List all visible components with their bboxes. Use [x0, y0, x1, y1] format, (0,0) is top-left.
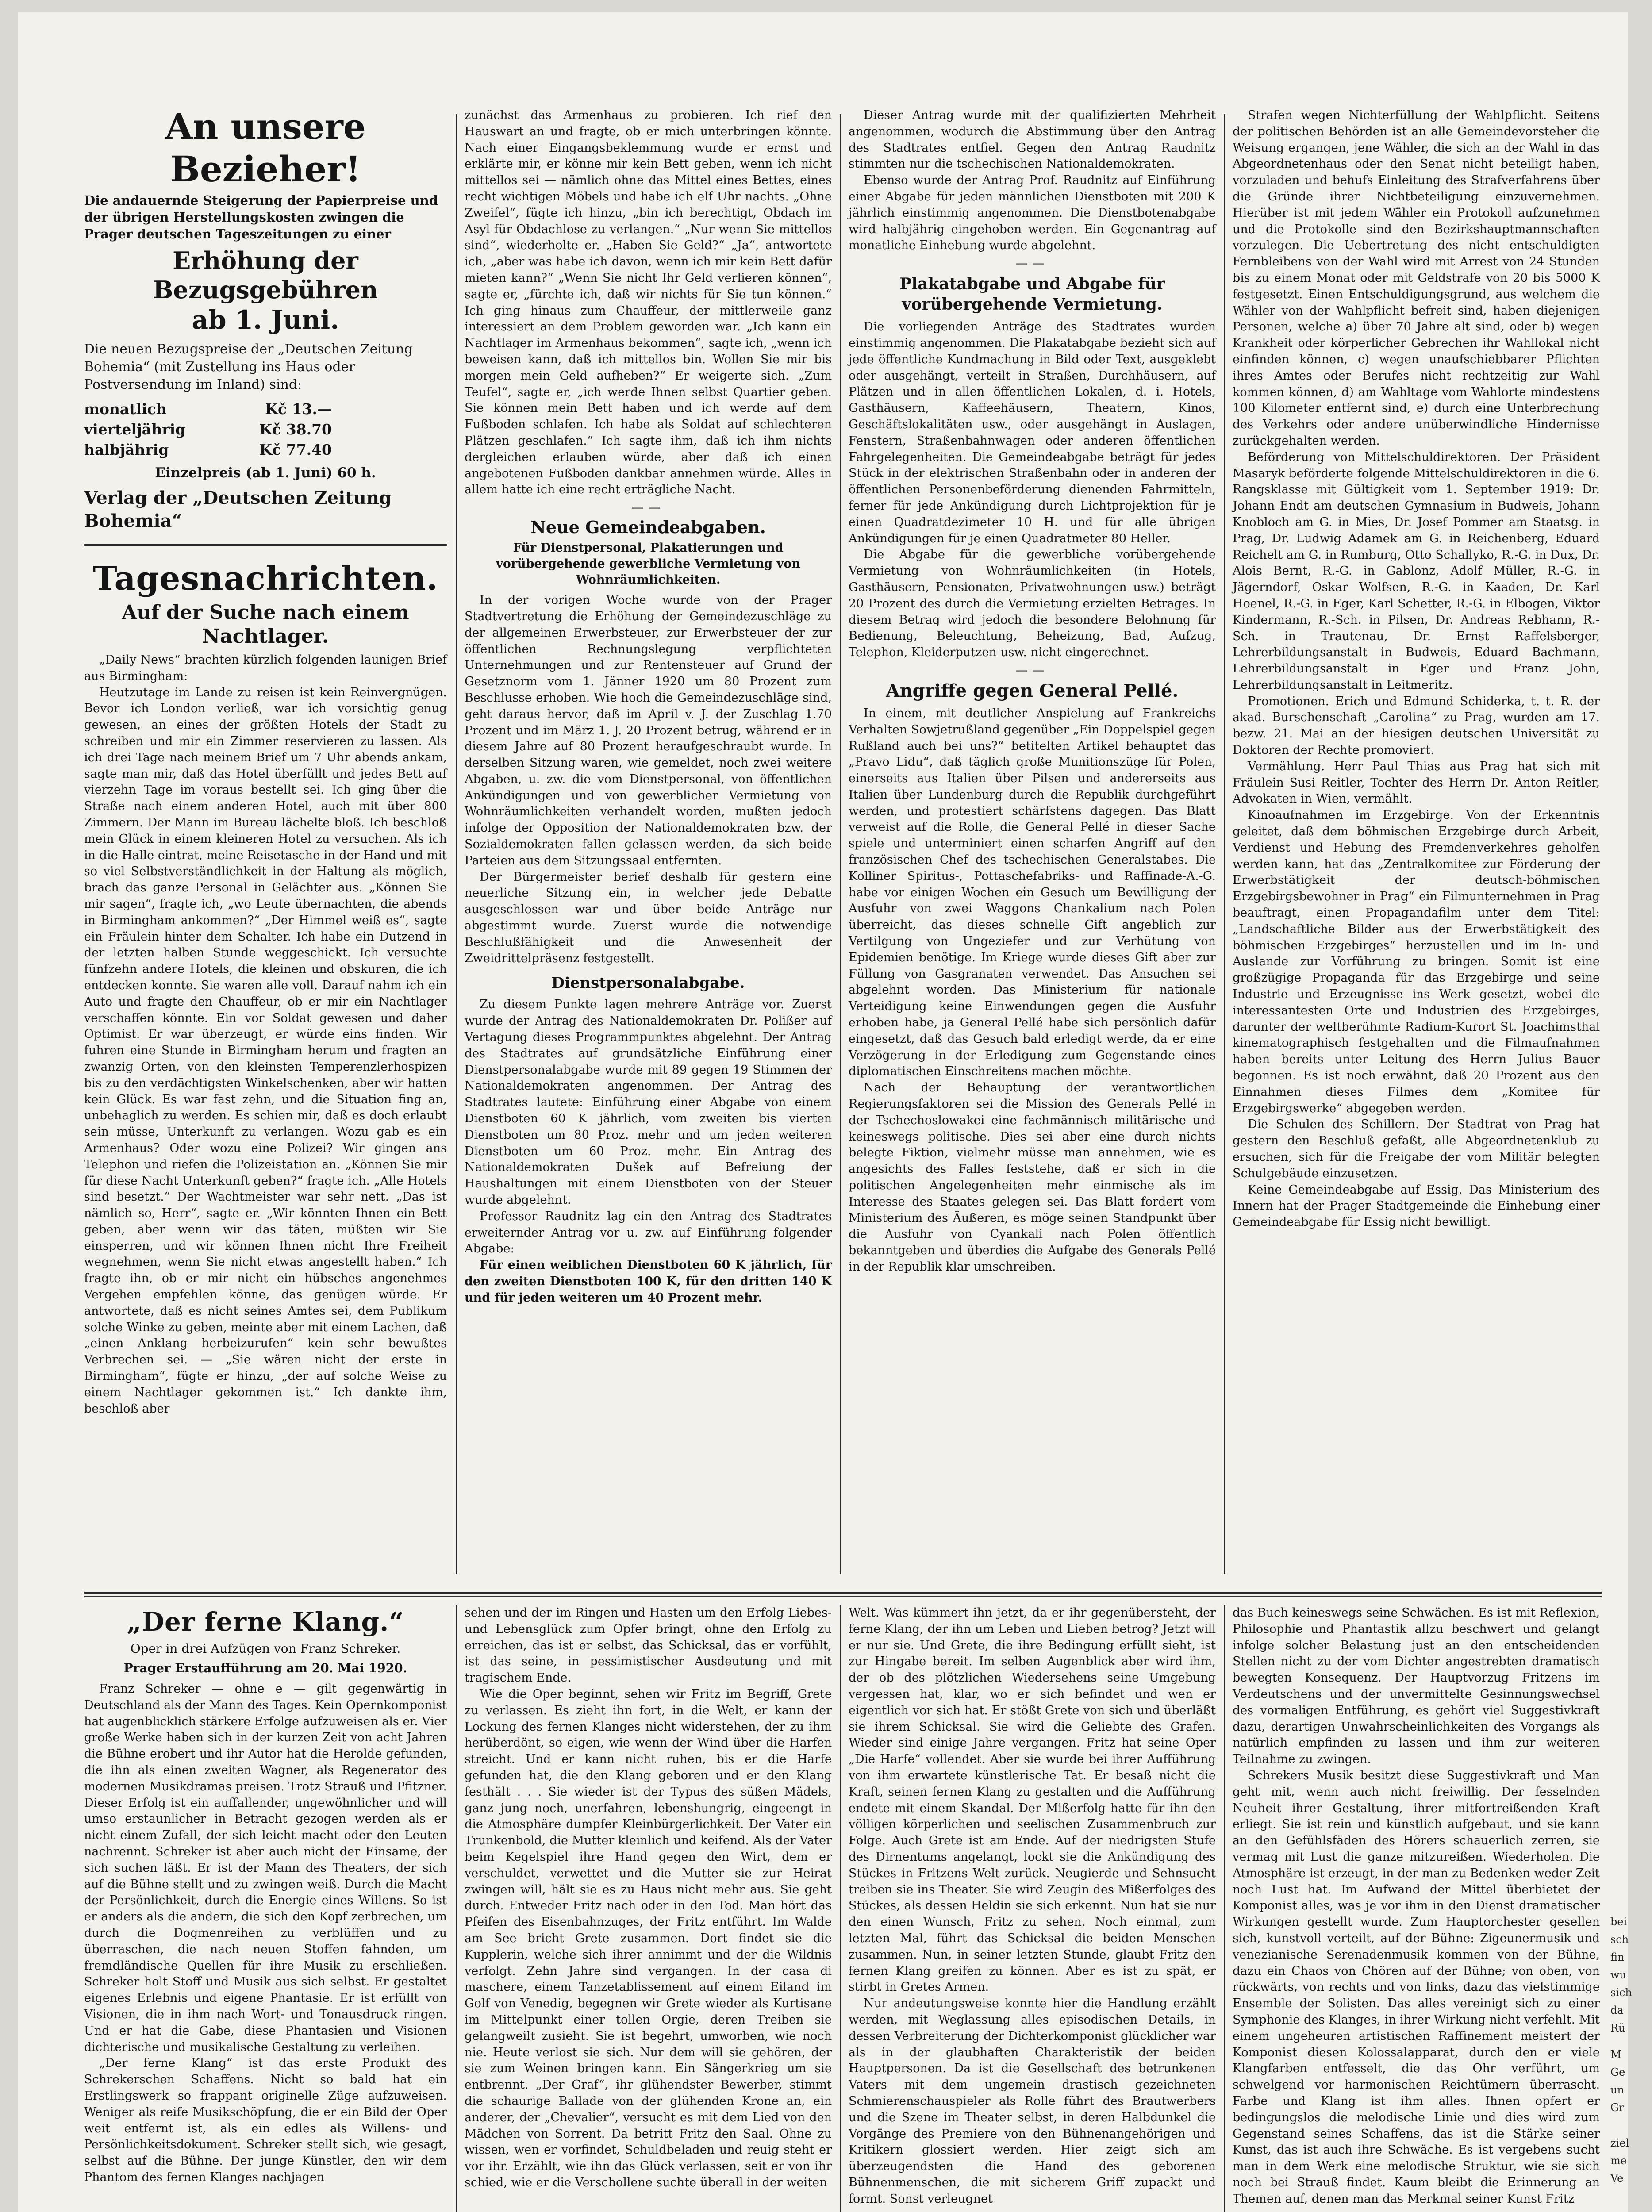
feuilleton-column-3	[849, 1605, 1216, 2212]
edge-fragment: bei	[1610, 1916, 1627, 1928]
article-paragraph: In der vorigen Woche wurde von der Prager Stadtvertretung die Erhöhung der Gemeindezuschläge zu der allgemeinen Erwerbsteuer, zur Erwerbsteuer der zur öffentlichen Rechnungslegung verpflichteten Unternehmungen und zur Rentensteuer auf Grund der Gesetznorm vom 1. Jänner 1920 um 80 Prozent zum Beschlusse erhoben. Wie hoch die Gemeindezuschläge sind, geht daraus hervor, daß im April v. J. der Zuschlag 1.70 Prozent und im März 1. J. 20 Prozent betrug, während er in diesem Jahre auf 80 Prozent heraufgeschraubt wurde. In derselben Sitzung waren, wie gemeldet, noch zwei weitere Abgaben, u. zw. die vom Dienstpersonal, von öffentlichen Ankündigungen und von gewerblicher Vermietung von Wohnräumlichkeiten verhandelt worden, mußten jedoch infolge der Opposition der Nationaldemokraten bzw. der Sozialdemokraten fallen gelassen werden, da sich beide Parteien aus dem Sitzungssaal entfernten.	[465, 593, 832, 868]
column-2	[465, 108, 832, 1583]
column-rule	[456, 1605, 457, 2212]
edge-fragment: da	[1610, 2004, 1624, 2016]
news-item: Strafen wegen Nichterfüllung der Wahlpflicht. Seitens der politischen Behörden ist an alle Gemeindevorsteher die Weisung ergangen, jene Wähler, die sich an der Wahl in das Abgeordnetenhaus oder den Senat nicht beteiligt haben, vorzuladen und behufs Einleitung des Strafverfahrens über die Gründe ihrer Nichtbeteiligung einzuvernehmen. Hierüber ist mit jedem Wähler ein Protokoll aufzunehmen und die Protokolle sind den Bezirkshauptmannschaften vorzulegen. Die Uebertretung des nicht entschuldigten Fernbleibens von der Wahl wird mit Arrest von 24 Stunden bis zu einem Monat oder mit Geldstrafe von 20 bis 5000 K festgesetzt. Einen Entschuldigungsgrund, aus welchem die Wähler von der Wahlpflicht befreit sind, haben diejenigen Personen, welche a) über 70 Jahre alt sind, oder b) wegen Krankheit oder körperlicher Gebrechen ihr Wahllokal nicht einfinden können, c) wegen unaufschiebbarer Pflichten ihres Amtes oder Berufes nicht rechtzeitig zur Wahl kommen können, d) am Wahltage vom Wahlorte mindestens 100 Kilometer entfernt sind, e) durch eine Unterbrechung des Verkehrs oder andere unüberwindliche Hindernisse zurückgehalten werden.	[1233, 108, 1600, 448]
article-subtitle: Für Dienstpersonal, Plakatierungen und vorübergehende gewerbliche Vermietung von Wohnräumlichkeiten.	[496, 541, 800, 587]
news-item: Keine Gemeindeabgabe auf Essig. Das Ministerium des Innern hat der Prager Stadtgemeinde die Einhebung einer Gemeindeabgabe für Essig nicht bewilligt.	[1233, 1183, 1600, 1229]
article-paragraph: In einem, mit deutlicher Anspielung auf Frankreichs Verhalten Sowjetrußland gegenüber „Ein Doppelspiel gegen Rußland auch bei uns?“ betitelten Artikel behauptet das „Pravo Lidu“, daß täglich große Munitionszüge für Polen, einerseits aus Italien über Pilsen und andererseits aus Italien über Lundenburg durch die Republik durchgeführt werden, und protestiert schärfstens dagegen. Das Blatt verweist auf die Rolle, die General Pellé in dieser Sache spiele und unterminiert einen scharfen Angriff auf den französischen Chef des tschechischen Generalstabes. Die Kolliner Spiritus-, Pottaschefabriks- und Raffinade-A.-G. habe vor einigen Wochen ein Gesuch um Bewilligung der Ausfuhr von zwei Waggons Chankalium nach Polen überreicht, das dieses schnelle Gift angeblich zur Vertilgung von Ungeziefer und zur Verhütung von Epidemien benötige. Im Kriege wurde dieses Gift aber zur Füllung von Gasgranaten verwendet. Das Ansuchen sei abgelehnt worden. Das Ministerium für nationale Verteidigung keine Einwendungen gegen die Ausfuhr erhoben habe, ja General Pellé habe sich persönlich dafür eingesetzt, daß das Gesuch bald erledigt werde, da er eine Verzögerung in der Erledigung zum Gegenstande eines diplomatischen Einschreitens machen möchte.	[849, 706, 1216, 1079]
article-paragraph: Wie die Oper beginnt, sehen wir Fritz im Begriff, Grete zu verlassen. Es zieht ihn fort, in die Welt, er kann der Lockung des fernen Klanges nicht widerstehen, der zu ihm herüberdönt, so eigen, wie wenn der Wind über die Harfen streicht. Und er kann nicht ruhen, bis er die Harfe gefunden hat, die den Klang geboren und er den Klang festhält . . . Sie wieder ist der Typus des süßen Mädels, ganz jung noch, unerfahren, lebenshungrig, eingeengt in die Atmosphäre dumpfer Kleinbürgerlichkeit. Der Vater ein Trunkenbold, die Mutter kleinlich und keifend. Als der Vater beim Kegelspiel ihre Hand gegen den Wirt, dem er verschuldet, verwettet und die Mutter sie zur Heirat zwingen will, hält sie es zu Haus nicht mehr aus. Sie geht durch. Entweder Fritz nach oder in den Tod. Man hört das Pfeifen des Eisenbahnzuges, der Fritz entführt. Im Walde am See bricht Grete zusammen. Dort findet sie die Kupplerin, welche sich ihrer annimmt und der die Wildnis verfolgt. Zehn Jahre sind vergangen. In der casa di maschere, einem Tanzetablissement auf einem Eiland im Golf von Venedig, begegnen wir Grete wieder als Kurtisane im Mittelpunkt einer tollen Orgie, deren Treiben sie gelangweilt zusieht. Sie ist begehrt, umworben, wie noch nie. Heute verlost sie sich. Nur dem will sie gehören, der sie zum Weinen bringen kann. Ein Sängerkrieg um sie entbrennt. „Der Graf“, ihr glühendster Bewerber, stimmt die schaurige Ballade von der glühenden Krone an, ein anderer, der „Chevalier“, versucht es mit dem Lied von den Mädchen von Sorrent. Da betritt Fritz den Saal. Ohne zu wissen, wen er vorfindet, Schuldbeladen und reuig steht er vor ihr. Erzählt, wie ihn das Glück verlassen, seit er von ihr schied, wie er die Verschollene suchte überall in der weiten	[465, 1687, 832, 2189]
article-paragraph: Nach der Behauptung der verantwortlichen Regierungsfaktoren sei die Mission des Generals Pellé in der Tschechoslowakei eine fachmännisch militärische und keineswegs politische. Dies sei aber eine durch nichts belegte Fiktion, vielmehr müsse man annehmen, wie es angesichts des Falles feststehe, daß er sich in die politischen Angelegenheiten mehr einmische als im Interesse des Staates gelegen sei. Das Blatt fordert vom Ministerium des Äußeren, es möge seinen Standpunkt über die Ausfuhr von Cyankali nach Polen öffentlich bekanntgeben und überdies die Aufgabe des Generals Pellé in der Republik klar umschreiben.	[849, 1081, 1216, 1274]
edge-fragment: ziel	[1610, 2137, 1629, 2149]
divider: ——	[1015, 256, 1049, 271]
article-paragraph: Ebenso wurde der Antrag Prof. Raudnitz auf Einführung einer Abgabe für jeden männlichen Dienstboten mit 200 K jährlich einstimmig angenommen. Die Dienstbotenabgabe wird halbjährig eingehoben werden. Ein Gegenantrag auf monatliche Einhebung wurde abgelehnt.	[849, 173, 1216, 253]
edge-fragments	[1610, 1915, 1632, 2212]
article-paragraph: „Der ferne Klang“ ist das erste Produkt des Schrekerschen Schaffens. Nicht so bald hat ein Erstlingswerk so frappant originelle Züge aufzuweisen. Weniger als reife Musikschöpfung, die er ein Bild der Oper weit entfernt ist, als ein edles als Willens- und Persönlichkeitsdokument. Schreker stellt sich, wie gesagt, selbst auf die Bühne. Der junge Künstler, den wir dem Phantom des fernen Klanges nachjagen	[84, 2056, 447, 2184]
article-paragraph: Für einen weiblichen Dienstboten 60 K jährlich, für den zweiten Dienstboten 100 K, für den dritten 140 K und für jeden weiteren um 40 Prozent mehr.	[465, 1258, 832, 1305]
notice-headline-2: ab 1. Juni.	[192, 305, 339, 335]
edge-fragment: Gr	[1610, 2101, 1624, 2114]
article-paragraph: „Daily News“ brachten kürzlich folgenden launigen Brief aus Birmingham:	[84, 653, 447, 683]
edge-fragment: Ve	[1610, 2172, 1624, 2185]
edge-fragment: Ge	[1610, 2066, 1625, 2078]
article-title: Angriffe gegen General Pellé.	[886, 680, 1179, 701]
subscriber-notice	[84, 105, 447, 533]
feuilleton-dateline: Prager Erstaufführung am 20. Mai 1920.	[123, 1661, 407, 1675]
column-rule	[1224, 1605, 1225, 2212]
article-title: Neue Gemeindeabgaben.	[530, 517, 766, 538]
feuilleton-rule	[84, 1596, 1602, 1597]
price-row: halbjährig Kč 77.40	[84, 441, 332, 458]
article-paragraph: Heutzutage im Lande zu reisen ist kein Reinvergnügen. Bevor ich London verließ, war ich vorsichtig genug gewesen, an eines der größten Hotels der Stadt zu schreiben und mir ein Zimmer reservieren zu lassen. Als ich drei Tage nach meinem Brief um 7 Uhr abends ankam, sagte man mir, daß das Hotel überfüllt und jedes Bett auf vierzehn Tage im voraus bestellt sei. Ich ging über die Straße nach einem anderen Hotel, auch mit über 800 Zimmern. Der Mann im Bureau lächelte bloß. Ich beschloß mein Glück in einem kleineren Hotel zu versuchen. Als ich in die Halle eintrat, meine Reisetasche in der Hand und mit so viel Selbstverständlichkeit in der Haltung als möglich, brach das ganze Personal in Gelächter aus. „Können Sie mir sagen“, fragte ich, „wo Leute übernachten, die abends in Birmingham ankommen?“ „Der Himmel weiß es“, sagte ein Fräulein hinter dem Schalter. Ich habe ein Dutzend in der letzten halben Stunde weggeschickt. Ich versuchte fünfzehn andere Hotels, die kleinen und obskuren, die ich entdecken konnte. Sie waren alle voll. Darauf nahm ich ein Auto und fragte den Chauffeur, ob er mir ein Nachtlager verschaffen könnte. Ein vor Soldat gewesen und daher Optimist. Er war überzeugt, er würde eins finden. Wir fuhren eine Stunde in Birmingham herum und fragten an zwanzig Orten, von den kleinsten Temperenzlerhospizen bis zu den verdächtigsten Winkelschenken, aber wir hatten kein Glück. Es war fast zehn, und die Situation fing an, unbehaglich zu werden. Es schien mir, daß es doch erlaubt sein müsse, Unterkunft zu verlangen. Wozu gab es ein Armenhaus? Oder wozu eine Polizei? Wir gingen ans Telephon und riefen die Polizeistation an. „Können Sie mir für diese Nacht Unterkunft geben?“ fragte ich. „Alle Hotels sind besetzt.“ Der Wachtmeister war sehr nett. „Das ist nämlich so, Herr“, sagte er. „Wir könnten Ihnen ein Bett geben, aber wenn wir das täten, müßten wir Sie einsperren, und wir können Ihnen nicht Ihre Freiheit wegnehmen, wenn Sie nicht etwas angestellt haben.“ Ich fragte ihn, ob er mir nicht ein hübsches angenehmes Vergehen empfehlen könne, das genügen würde. Er antwortete, daß es nicht seines Amtes sei, dem Publikum solche Winke zu geben, meinte aber mit einem Lachen, daß „einen Anklang herbeizurufen“ kein sehr bewußtes Verbrechen sei. — „Sie wären nicht der erste in Birmingham“, fügte er hinzu, „der auf solche Weise zu einem Nachtlager gekommen ist.“ Ich dankte ihm, beschloß aber	[84, 685, 447, 1416]
section-title-tagesnachrichten: Tagesnachrichten.	[92, 560, 438, 598]
edge-fragment: me	[1610, 2154, 1627, 2167]
article-paragraph: sehen und der im Ringen und Hasten um den Erfolg Liebes- und Lebensglück zum Opfer bringt, ohne den Erfolg zu erreichen, das ist er selbst, das Schicksal, das er vorfühlt, ist das seine, in pessimistischer Ausdeutung und mit tragischem Ende.	[465, 1606, 832, 1685]
column-rule	[840, 1605, 841, 2212]
subsection-title: Dienstpersonalabgabe.	[551, 974, 745, 992]
price-row: vierteljährig Kč 38.70	[84, 421, 332, 438]
edge-fragment: M	[1610, 2048, 1621, 2061]
divider	[84, 544, 447, 546]
article-paragraph: Zu diesem Punkte lagen mehrere Anträge vor. Zuerst wurde der Antrag des Nationaldemokraten Dr. Polißer auf Vertagung dieses Programmpunktes abgelehnt. Der Antrag des Stadtrates auf grundsätzliche Einführung einer Dienstpersonalabgabe wurde mit 89 gegen 19 Stimmen der Nationaldemokraten angenommen. Der Antrag des Stadtrates lautete: Einführung einer Abgabe von einem Dienstboten 60 K jährlich, vom zweiten bis vierten Dienstboten um 80 Proz. mehr und um jeden weiteren Dienstboten um 60 Proz. mehr. Ein Antrag des Nationaldemokraten Dušek auf Befreiung der Haushaltungen mit einem Dienstboten von der Steuer wurde abgelehnt.	[465, 998, 832, 1207]
publisher-line: Verlag der „Deutschen Zeitung Bohemia“	[84, 488, 392, 531]
column-1	[84, 105, 447, 1583]
notice-title: An unsere Bezieher!	[165, 106, 366, 190]
notice-prices-intro: Die neuen Bezugspreise der „Deutschen Zeitung Bohemia“ (mit Zustellung ins Haus oder Postversendung im Inland) sind:	[84, 342, 413, 392]
edge-fragment: sch	[1610, 1933, 1629, 1946]
feuilleton-column-4	[1233, 1605, 1600, 2212]
column-3	[849, 108, 1216, 1583]
article-paragraph: das Buch keineswegs seine Schwächen. Es ist mit Reflexion, Philosophie und Phantastik allzu beschwert und gelangt infolge solcher Belastung just an den entscheidenden Stellen nicht zu der vom Dichter angestrebten dramatisch bewegten Konsequenz. Der Hauptvorzug Fritzens im Verdeutschens und der unvermittelte Gesinnungswechsel des vormaligen Entführung, es gehört viel Suggestivkraft dazu, derartigen Unwahrscheinlichkeiten des Vorgangs als natürlich empfinden zu lassen und ihm zur weiteren Teilnahme zu zwingen.	[1233, 1606, 1600, 1767]
column-4	[1233, 108, 1600, 1583]
feuilleton-rule	[84, 1592, 1602, 1594]
feuilleton-column-2	[465, 1605, 832, 2212]
divider: ——	[631, 500, 665, 515]
edge-fragment: sich	[1610, 1986, 1632, 1999]
edge-fragment: Rü	[1610, 2022, 1625, 2034]
article-paragraph: Nur andeutungsweise konnte hier die Handlung erzählt werden, mit Weglassung alles episodischen Details, in dessen Verbreiterung der Dichterkomponist glücklicher war als in der glaubhaften Charakteristik der beiden Hauptpersonen. Da ist die Gesellschaft des betrunkenen Vaters mit dem ungemein drastisch gezeichneten Schmierenschauspieler als Rolle führt des Brautwerbers und die Szene im Theater selbst, in deren Halbdunkel die Vorgänge des Premiere von den Bühnenangehörigen und Kritikern glossiert werden. Hier zeigt sich am überzeugendsten die Hand des geborenen Bühnenmenschen, die mit sicherem Griff zupackt und formt. Sonst verleugnet	[849, 1997, 1216, 2206]
news-item: Beförderung von Mittelschuldirektoren. Der Präsident Masaryk beförderte folgende Mittelschuldirektoren in die 6. Rangsklasse mit Gültigkeit vom 1. September 1919: Dr. Johann Endt am deutschen Gymnasium in Budweis, Johann Knobloch am G. in Mies, Dr. Josef Pommer am Staatsg. in Prag, Dr. Ludwig Adamek am G. in Reichenberg, Eduard Reichelt am G. in Rumburg, Otto Schallyko, R.-G. in Dux, Dr. Alois Bernt, R.-G. in Gablonz, Adolf Müller, R.-G. in Jägerndorf, Oskar Wolfsen, R.-G. in Kaaden, Dr. Karl Hoenel, R.-G. in Eger, Karl Schetter, R.-G. in Elbogen, Viktor Kindermann, R.-Sch. in Pilsen, Dr. Andreas Rebhann, R.-Sch. in Trautenau, Dr. Ernst Raffelsberger, Lehrerbildungsanstalt in Budweis, Eduard Bachmann, Lehrerbildungsanstalt in Eger und Franz John, Lehrerbildungsanstalt in Leitmeritz.	[1233, 450, 1600, 692]
price-list	[84, 399, 332, 460]
article-paragraph: Franz Schreker — ohne e — gilt gegenwärtig in Deutschland als der Mann des Tages. Kein Opernkomponist hat augenblicklich stärkere Erfolge aufzuweisen als er. Vier große Werke haben sich in der kurzen Zeit von acht Jahren die Bühne erobert und ihr Autor hat die Herolde gefunden, die ihn als einen zweiten Wagner, als Regenerator des modernen Musikdramas preisen. Trotz Strauß und Pfitzner. Dieser Erfolg ist ein auffallender, ungewöhnlicher und will umso erstaunlicher in Betracht gezogen werden als er nicht einem Zufall, der sich leicht macht oder den Leuten nachrennt. Schreker ist aber auch nicht der Einsame, der sich suchen läßt. Er ist der Mann des Theaters, der sich auf die Bühne stellt und zu zwingen weiß. Durch die Macht der Persönlichkeit, durch die Energie eines Willens. So ist er anders als die andern, die sich den Kopf zerbrechen, um durch die Dogmenreihen zu verblüffen und zu überraschen, die nach neuen Stoffen fahnden, um fremdländische Quellen für ihre Musik zu erschließen. Schreker holt Stoff und Musik aus sich selbst. Er gestaltet eigenes Erlebnis und eigene Phantasie. Er ist erfüllt von Visionen, die in ihm nach Wort- und Tonausdruck ringen. Und er hat die Gabe, diese Phantasien und Visionen dichterische und musikalische Gestaltung zu verleihen.	[84, 1682, 447, 2054]
newspaper-page	[18, 12, 1632, 2212]
article-paragraph: Welt. Was kümmert ihn jetzt, da er ihr gegenübersteht, der ferne Klang, der ihn um Leben und Lieben betrog? Jetzt will er nur sie. Und Grete, die ihre Bedingung erfüllt sieht, ist zur Hingabe bereit. Im selben Augenblick aber wird ihm, der ob des plötzlichen Wiedersehens seine Umgebung vergessen hat, klar, wo er sich befindet und wen er eigentlich vor sich hat. Er stößt Grete von sich und überläßt sie ihrem Schicksal. Sie wird die Geliebte des Grafen. Wieder sind einige Jahre vergangen. Fritz hat seine Oper „Die Harfe“ vollendet. Aber sie wurde bei ihrer Aufführung von ihm erwartete künstlerische Tat. Er besaß nicht die Kraft, seinen fernen Klang zu gestalten und die Aufführung endete mit einem Skandal. Der Mißerfolg hatte für ihn den völligen körperlichen und seelischen Zusammenbruch zur Folge. Auch Grete ist am Ende. Auf der niedrigsten Stufe des Dirnentums angelangt, lockt sie die Ankündigung des Stückes in Fritzens Welt zurück. Neugierde und Sehnsucht treiben sie ins Theater. Sie wird Zeugin des Mißerfolges des Stückes, als dessen Heldin sie sich erkennt. Nun hat sie nur den einen Wunsch, Fritz zu sehen. Noch einmal, zum letzten Mal, führt das Schicksal die beiden Menschen zusammen. Nun, in seiner letzten Stunde, glaubt Fritz den fernen Klang greifen zu können. Aber es ist zu spät, er stirbt in Gretes Armen.	[849, 1606, 1216, 1994]
article-paragraph: zunächst das Armenhaus zu probieren. Ich rief den Hauswart an und fragte, ob er mich unterbringen könnte. Nach einer Eingangsbeklemmung wurde er ernst und erklärte mir, er könne mir kein Bett geben, wenn ich nicht mittellos sei — nämlich ohne das Mittel eines Bettes, eines recht wichtigen Möbels und habe ich elf Uhr nachts. „Ohne Zweifel“, fügte ich hinzu, „bin ich berechtigt, Obdach im Asyl für Obdachlose zu verlangen.“ „Nur wenn Sie mittellos sind“, wiederholte er. „Haben Sie Geld?“ „Ja“, antwortete ich, „aber was habe ich davon, wenn ich mir kein Bett dafür mieten kann?“ „Wenn Sie nicht Ihr Geld verlieren können“, sagte er, „fürchte ich, daß wir nichts für Sie tun können.“ Ich ging hinaus zum Chauffeur, der mittlerweile ganz interessiert an dem Problem geworden war. „Ich kann ein Nachtlager im Armenhaus bekommen“, sagte ich, „wenn ich beweisen kann, daß ich mittellos bin. Wollen Sie mir bis morgen mein Geld aufheben?“ Er weigerte sich. „Zum Teufel“, sagte er, „ich werde Ihnen selbst Quartier geben. Sie können mein Bett haben und ich werde auf dem Fußboden schlafen. Ich habe als Soldat auf schlechteren Plätzen geschlafen.“ Ich sagte ihm, daß ich ihm nichts dergleichen erlauben würde, aber daß ich einen angebotenen Fußboden dankbar annehmen würde. Alles in allem hatte ich eine recht erträgliche Nacht.	[465, 108, 832, 497]
article-paragraph: Die vorliegenden Anträge des Stadtrates wurden einstimmig angenommen. Die Plakatabgabe bezieht sich auf jede öffentliche Kundmachung in Bild oder Text, ausgeklebt oder ausgehängt, verteilt in Straßen, Durchhäusern, auf Plätzen und in allen öffentlichen Lokalen, d. i. Hotels, Gasthäusern, Kaffeehäusern, Theatern, Kinos, Geschäftslokalitäten usw., oder ausgehängt in Auslagen, Fenstern, Straßenbahnwagen oder anderen öffentlichen Fahrgelegenheiten. Die Gemeindeabgabe beträgt für jedes Stück in der elektrischen Straßenbahn oder in anderen der öffentlichen Personenbeförderung dienenden Fahrmitteln, ferner für jede Ankündigung durch Lichtprojektion für je einen Quadratdezimeter 10 H. und für alle übrigen Ankündigungen für je einen Quadratmeter 80 Heller.	[849, 320, 1216, 545]
single-price: Einzelpreis (ab 1. Juni) 60 h.	[155, 465, 376, 481]
news-item: Die Schulen des Schillern. Der Stadtrat von Prag hat gestern den Beschluß gefaßt, alle Abgeordnetenklub zu ersuchen, sich für die Freigabe der vom Militär belegten Schulgebäude einzusetzen.	[1233, 1118, 1600, 1180]
article-title: Auf der Suche nach einem Nachtlager.	[122, 601, 409, 648]
feuilleton-title: „Der ferne Klang.“	[127, 1607, 404, 1637]
article-paragraph: Professor Raudnitz lag ein den Antrag des Stadtrates erweiternder Antrag vor u. zw. auf Einführung folgender Abgabe:	[465, 1209, 832, 1256]
divider: ——	[1015, 662, 1049, 677]
notice-body: Die andauernde Steigerung der Papierpreise und der übrigen Herstellungskosten zwingen die Prager deutschen Tageszeitungen zu einer	[84, 193, 438, 242]
subsection-title: Plakatabgabe und Abgabe für vorübergehende Vermietung.	[899, 275, 1165, 314]
price-row: monatlich Kč 13.—	[84, 400, 332, 418]
edge-fragment: wu	[1610, 1969, 1626, 1981]
article-paragraph: Der Bürgermeister berief deshalb für gestern eine neuerliche Sitzung ein, in welcher jede Debatte ausgeschlossen war und über beide Anträge nur abgestimmt wurde. Zuerst wurde die notwendige Beschlußfähigkeit und die Anwesenheit der Zweidrittelpräsenz festgestellt.	[465, 870, 832, 965]
news-item: Kinoaufnahmen im Erzgebirge. Von der Erkenntnis geleitet, daß dem böhmischen Erzgebirge durch Arbeit, Verdienst und Hebung des Fremdenverkehres geholfen werden kann, hat das „Zentralkomitee zur Förderung der Erwerbstätigkeit der deutsch-böhmischen Erzgebirgsbewohner in Prag“ ein Filmunternehmen in Prag beauftragt, einen Propagandafilm unter dem Titel: „Landschaftliche Bilder aus der Erwerbstätigkeit des böhmischen Erzgebirges“ herzustellen und im In- und Auslande zur Vorführung zu bringen. Somit ist eine großzügige Propaganda für das Erzgebirge und seine Industrie und Erzeugnisse ins Werk gesetzt, wobei die interessantesten Orte und Industrien des Erzgebirges, darunter der weltberühmte Radium-Kurort St. Joachimsthal kinematographisch festgehalten und die Filmaufnahmen haben bereits unter Leitung des Herrn Julius Bauer begonnen. Es ist noch erwähnt, daß 20 Prozent aus den Einnahmen dieses Filmes dem „Komitee für Erzgebirgswerke“ abgegeben werden.	[1233, 808, 1600, 1115]
article-paragraph: Die Abgabe für die gewerbliche vorübergehende Vermietung von Wohnräumlichkeiten (in Hotels, Gasthäusern, Pensionaten, Privatwohnungen usw.) beträgt 20 Prozent des durch die Vermietung erzielten Betrages. In diesem Betrag wird jedoch die besondere Belohnung für Bedienung, Beleuchtung, Beheizung, Bad, Aufzug, Telephon, Kleiderputzen usw. nicht eingerechnet.	[849, 548, 1216, 660]
notice-headline-1: Erhöhung der Bezugsgebühren	[153, 246, 378, 304]
article-paragraph: Schrekers Musik besitzt diese Suggestivkraft und Man geht mit, wenn auch nicht freiwillig. Der fesselnden Neuheit ihrer Gestaltung, ihrer mitfortreißenden Kraft erliegt. Sie ist rein und künstlich aufgebaut, und sie kann an den Gefühlsfäden des Hörers schauerlich zerren, sie vermag mit Lust die ganze mitzureißen. Wiederholen. Die Atmosphäre ist erzeugt, in der man zu Bedenken weder Zeit noch Lust hat. Im Aufwand der Mittel überbietet der Komponist alles, was je vor ihm in den Dienst dramatischer Wirkungen gestellt wurde. Zum Hauptorchester gesellen sich, kunstvoll verteilt, auf der Bühne: Zigeunermusik und venezianische Serenadenmusik kommen von der Bühne, dazu ein Chaos von Chören auf der Bühne; von oben, von rückwärts, von rechts und von links, dazu das vielstimmige Ensemble der Solisten. Das alles vereinigt sich zu einer Symphonie des Klanges, in ihrer Wirkung nicht verfehlt. Mit einem ungeheuren artistischen Raffinement meistert der Komponist diesen Kolossalapparat, durch den er viele Klangfarben entfesselt, die das Ohr verführt, um schwelgend vor harmonischen Reichtümern überrascht. Farbe und Klang ist ihm alles. Ihnen opfert er bedingungslos die melodische Linie und dies wird zum Gegenstand seines Schaffens, das ist die Stärke seiner Kunst, das ist auch ihre Schwäche. Es ist vergebens sucht man in dem Werk eine melodische Struktur, wie sie sich noch bei Strauß findet. Kaum bleibt die Erinnerung an Themen auf, denen man das Merkmal seiner Kunst Fritz	[1233, 1768, 1600, 2206]
news-item: Promotionen. Erich und Edmund Schiderka, t. t. R. der akad. Burschenschaft „Carolina“ zu Prag, wurden am 17. bezw. 21. Mai an der hiesigen deutschen Universität zu Doktoren der Rechte promoviert.	[1233, 694, 1600, 757]
feuilleton-column-1	[84, 1605, 447, 2212]
news-item: Vermählung. Herr Paul Thias aus Prag hat sich mit Fräulein Susi Reitler, Tochter des Herrn Dr. Anton Reitler, Advokaten in Wien, vermählt.	[1233, 759, 1600, 806]
column-rule	[840, 114, 841, 1574]
feuilleton-subtitle: Oper in drei Aufzügen von Franz Schreker.	[130, 1641, 401, 1656]
edge-fragment: fin	[1610, 1951, 1625, 1963]
column-rule	[1224, 114, 1225, 1574]
edge-fragment: un	[1610, 2084, 1624, 2096]
article-paragraph: Dieser Antrag wurde mit der qualifizierten Mehrheit angenommen, wodurch die Abstimmung über den Antrag des Stadtrates entfiel. Gegen den Antrag Raudnitz stimmten nur die tschechischen Nationaldemokraten.	[849, 108, 1216, 171]
column-rule	[456, 114, 457, 1574]
